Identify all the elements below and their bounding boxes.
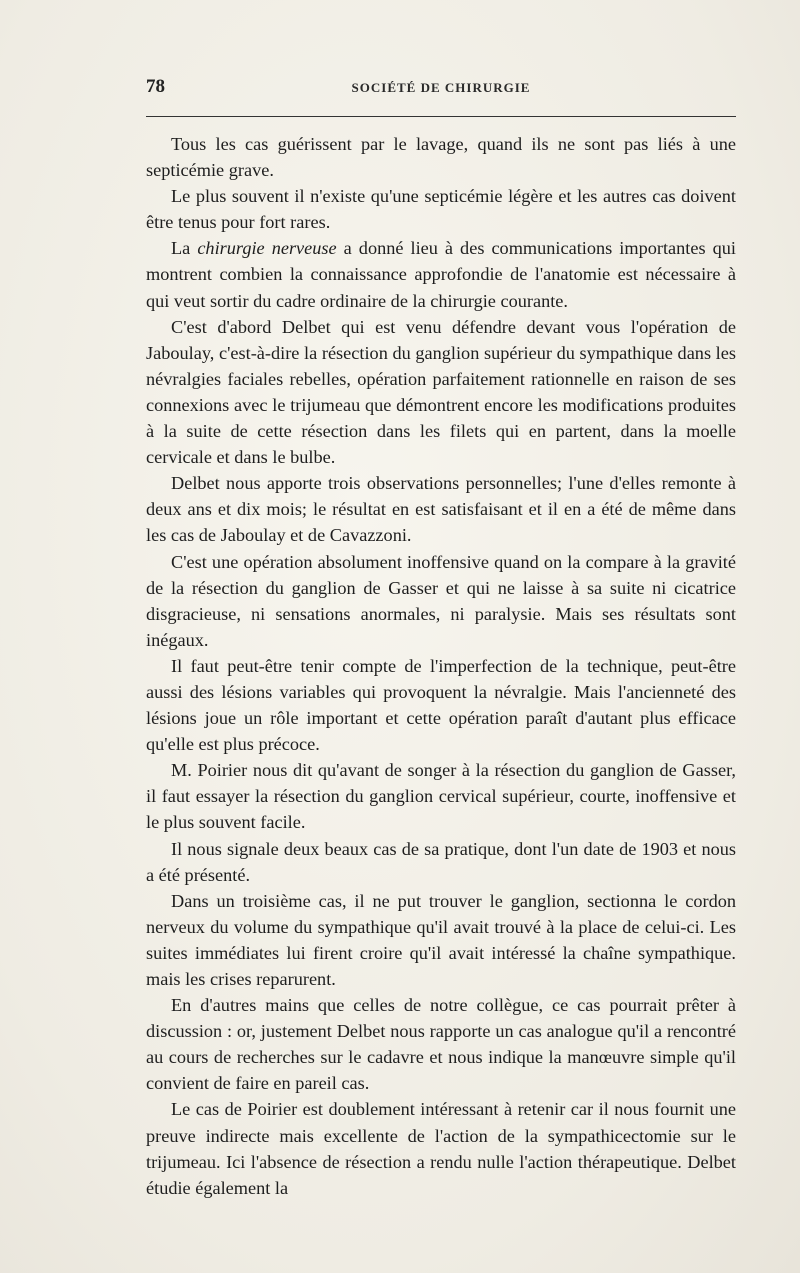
paragraph: Dans un troisième cas, il ne put trouver le ganglion, sectionna le cordon nerveux du volume du sympathique qu'il avait trouvé à la place de celui-ci. Les suites immédiates lui firent croire qu'il avait intéressé la chaîne sympathique. mais les crises reparurent. (146, 890, 736, 989)
paragraph-text: a donné lieu à des communications importantes qui montrent combien la connaissance approfondie de l'anatomie est nécessaire à qui veut sortir du cadre ordinaire de la chirurgie courante. (146, 238, 736, 311)
header-rule (146, 116, 736, 117)
paragraph: C'est d'abord Delbet qui est venu défendre devant vous l'opération de Jaboulay, c'est-à-dire la résection du ganglion supérieur du sympathique dans les névralgies faciales rebelles, opération parfaitement rationnelle en raison de ses connexions avec le trijumeau que démontrent encore les modifications produites à la suite de cette résection dans les filets qui en partent, dans la moelle cervicale et dans le bulbe. (146, 316, 736, 468)
italic-term: chirurgie nerveuse (197, 238, 337, 259)
paragraph (146, 235, 736, 313)
paragraph: Le plus souvent il n'existe qu'une septicémie légère et les autres cas doivent être tenus pour fort rares. (146, 186, 736, 233)
paragraph: En d'autres mains que celles de notre collègue, ce cas pourrait prêter à discussion : or, justement Delbet nous rapporte un cas analogue qu'il a rencontré au cours de recherches sur le cadavre et nous indique la manœuvre simple qu'il convient de faire en pareil cas. (146, 995, 736, 1094)
paragraph: M. Poirier nous dit qu'avant de songer à la résection du ganglion de Gasser, il faut essayer la résection du ganglion cervical supérieur, courte, inoffensive et le plus souvent facile. (146, 760, 736, 833)
body-text (146, 131, 736, 1201)
paragraph: Tous les cas guérissent par le lavage, quand ils ne sont pas liés à une septicémie grave. (146, 134, 736, 181)
page-number: 78 (146, 76, 165, 97)
paragraph-prefix: La (171, 238, 198, 259)
paragraph: C'est une opération absolument inoffensive quand on la compare à la gravité de la résection du ganglion de Gasser et qui ne laisse à sa suite ni cicatrice disgracieuse, ni sensations anormales, ni paralysie. Mais ses résultats sont inégaux. (146, 551, 736, 650)
paragraph: Delbet nous apporte trois observations personnelles; l'une d'elles remonte à deux ans et dix mois; le résultat en est satisfaisant et il en a été de même dans les cas de Jaboulay et de Cavazzoni. (146, 473, 736, 546)
paragraph: Il faut peut-être tenir compte de l'imperfection de la technique, peut-être aussi des lésions variables qui provoquent la névralgie. Mais l'ancienneté des lésions joue un rôle important et cette opération paraît d'autant plus efficace qu'elle est plus précoce. (146, 655, 736, 755)
running-head: SOCIÉTÉ DE CHIRURGIE (351, 80, 531, 95)
page-header (146, 76, 736, 100)
paragraph: Le cas de Poirier est doublement intéressant à retenir car il nous fournit une preuve indirecte mais excellente de l'action de la sympathicectomie sur le trijumeau. Ici l'absence de résection a rendu nulle l'action thérapeutique. Delbet étudie également la (146, 1099, 736, 1198)
paragraph: Il nous signale deux beaux cas de sa pratique, dont l'un date de 1903 et nous a été présenté. (146, 838, 736, 885)
